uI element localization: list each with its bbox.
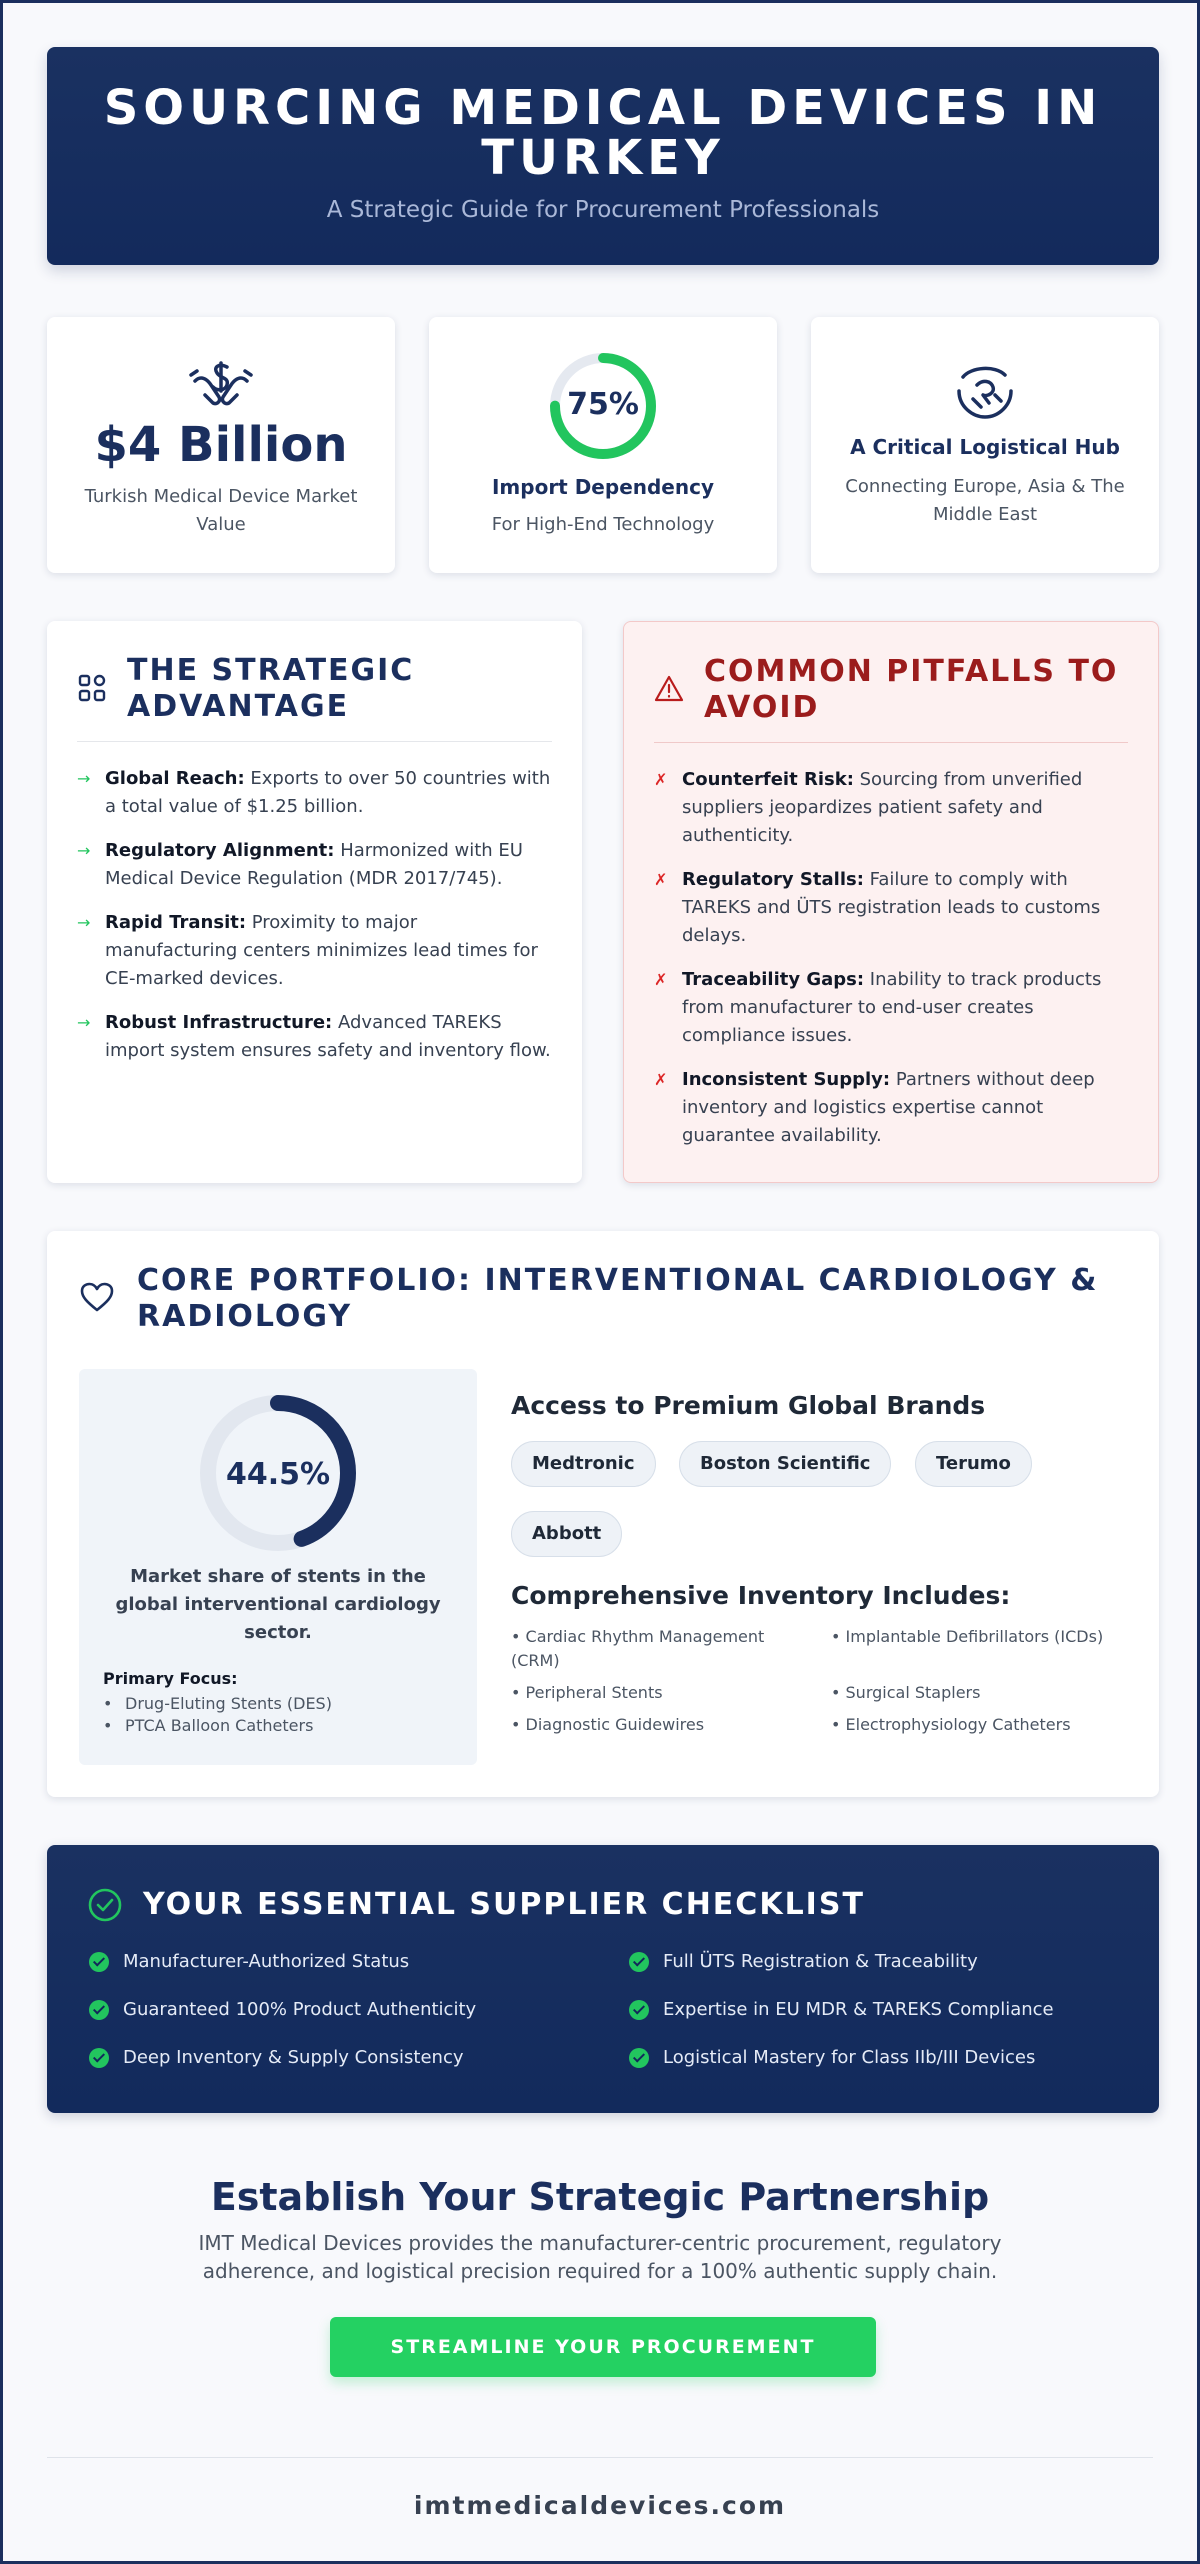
stat-import-title: Import Dependency xyxy=(491,475,715,499)
item-text: Sourcing from unverified suppliers jeopardizes patient safety and authenticity. xyxy=(682,769,1083,846)
hero-banner xyxy=(47,47,1159,265)
list-item: • PTCA Balloon Catheters xyxy=(103,1715,332,1737)
warning-icon xyxy=(654,674,684,704)
check-icon xyxy=(89,2000,109,2020)
list-item xyxy=(77,765,552,821)
pitfalls-panel xyxy=(623,621,1159,1183)
cta-title: Establish Your Strategic Partnership xyxy=(210,2175,990,2219)
cross-icon: ✗ xyxy=(654,870,668,889)
arrow-icon: → xyxy=(77,769,91,788)
market-share-desc: Market share of stents in the global interventional cardiology sector. xyxy=(115,1566,441,1643)
checklist-item-label: Guaranteed 100% Product Authenticity xyxy=(123,1999,477,2020)
pitfalls-divider xyxy=(654,742,1128,743)
check-circle-icon xyxy=(87,1887,123,1923)
list-item xyxy=(654,766,1128,850)
check-icon xyxy=(629,2000,649,2020)
checklist-item-label: Deep Inventory & Supply Consistency xyxy=(123,2047,464,2068)
list-item xyxy=(654,1066,1128,1150)
pitfalls-title: COMMON PITFALLS TO AVOID xyxy=(704,654,1119,725)
list-item xyxy=(77,1009,552,1065)
checklist-item xyxy=(663,1999,1054,2020)
checklist-item xyxy=(663,1951,978,1972)
footer-divider xyxy=(47,2457,1153,2458)
stat-import-value: 75% xyxy=(567,387,639,422)
item-bold: Rapid Transit: xyxy=(105,912,247,933)
stat-hub-label: Connecting Europe, Asia & The Middle East xyxy=(845,476,1125,525)
stat-hub-title: A Critical Logistical Hub xyxy=(850,435,1120,459)
cta-description: IMT Medical Devices provides the manufacturer-centric procurement, regulatory adherence, and logistical precision required for a 100% authentic supply chain. xyxy=(198,2231,1002,2283)
check-icon xyxy=(89,2048,109,2068)
stat-card-market xyxy=(47,317,395,573)
stat-market-value: $4 Billion xyxy=(94,417,348,473)
list-item xyxy=(77,909,552,993)
pitfalls-list xyxy=(654,766,1128,1166)
advantage-list xyxy=(77,765,552,1081)
advantage-divider xyxy=(77,741,552,742)
item-bold: Robust Infrastructure: xyxy=(105,1012,333,1033)
stat-import-label: For High-End Technology xyxy=(491,514,715,535)
item-text: Exports to over 50 countries with a total value of $1.25 billion. xyxy=(105,768,551,817)
market-share-value: 44.5% xyxy=(225,1457,331,1492)
checklist-item xyxy=(663,2047,1035,2068)
checklist-item-label: Logistical Mastery for Class IIb/III Devices xyxy=(663,2047,1036,2068)
item-bold: Regulatory Alignment: xyxy=(105,840,335,861)
brand-pill-terumo: Terumo xyxy=(915,1441,1032,1487)
stat-card-import xyxy=(429,317,777,573)
core-portfolio-panel xyxy=(47,1231,1159,1797)
check-icon xyxy=(89,1952,109,1972)
brand-pill-abbott: Abbott xyxy=(511,1511,622,1557)
checklist-item xyxy=(123,2047,464,2068)
portfolio-title: CORE PORTFOLIO: INTERVENTIONAL CARDIOLOGY & RADIOLOGY xyxy=(137,1263,1099,1334)
list-item xyxy=(654,866,1128,950)
brands-heading: Access to Premium Global Brands xyxy=(511,1391,986,1420)
item-text: Proximity to major manufacturing centers minimizes lead times for CE-marked devices. xyxy=(105,912,538,989)
page-title: SOURCING MEDICAL DEVICES IN TURKEY xyxy=(103,80,1103,186)
page-subtitle: A Strategic Guide for Procurement Professionals xyxy=(326,197,880,223)
item-bold: Global Reach: xyxy=(105,768,245,789)
checklist-item-label: Full ÜTS Registration & Traceability xyxy=(663,1951,978,1972)
inventory-item: • Diagnostic Guidewires xyxy=(511,1715,705,1734)
money-hand-icon xyxy=(189,361,253,409)
inventory-item: • Surgical Staplers xyxy=(831,1683,981,1702)
list-item xyxy=(654,966,1128,1050)
checklist-item xyxy=(123,1999,476,2020)
cross-icon: ✗ xyxy=(654,1070,668,1089)
checklist-item-label: Expertise in EU MDR & TAREKS Compliance xyxy=(663,1999,1054,2020)
list-item: • Drug-Eluting Stents (DES) xyxy=(103,1693,332,1715)
inventory-item: • Electrophysiology Catheters xyxy=(831,1715,1071,1734)
strategic-advantage-panel xyxy=(47,621,582,1183)
heart-icon xyxy=(79,1281,115,1313)
advantage-title: THE STRATEGIC ADVANTAGE xyxy=(127,653,415,724)
item-bold: Counterfeit Risk: xyxy=(682,769,854,790)
arrow-icon: → xyxy=(77,1013,91,1032)
item-text: Partners without deep inventory and logistics expertise cannot guarantee availability. xyxy=(682,1069,1095,1146)
item-bold: Inconsistent Supply: xyxy=(682,1069,891,1090)
list-item xyxy=(77,837,552,893)
stat-market-label: Turkish Medical Device Market Value xyxy=(84,486,358,535)
inventory-item: • Implantable Defibrillators (ICDs) xyxy=(831,1627,1104,1646)
primary-focus-label: Primary Focus: xyxy=(103,1669,238,1688)
streamline-procurement-button[interactable]: STREAMLINE YOUR PROCUREMENT xyxy=(330,2317,876,2377)
item-bold: Regulatory Stalls: xyxy=(682,869,864,890)
cross-icon: ✗ xyxy=(654,770,668,789)
inventory-item: • Cardiac Rhythm Management (CRM) xyxy=(511,1627,765,1670)
inventory-heading: Comprehensive Inventory Includes: xyxy=(511,1581,1011,1610)
stat-card-hub xyxy=(811,317,1159,573)
arrow-icon: → xyxy=(77,913,91,932)
checklist-item-label: Manufacturer-Authorized Status xyxy=(123,1951,410,1972)
footer-website-link[interactable]: imtmedicaldevices.com xyxy=(413,2491,787,2520)
globe-icon xyxy=(955,363,1015,419)
item-bold: Traceability Gaps: xyxy=(682,969,865,990)
checklist-item xyxy=(123,1951,409,1972)
item-text: Harmonized with EU Medical Device Regulation (MDR 2017/745). xyxy=(105,840,523,889)
check-icon xyxy=(629,1952,649,1972)
item-text: Advanced TAREKS import system ensures safety and inventory flow. xyxy=(105,1012,551,1061)
brand-pill-boston-scientific: Boston Scientific xyxy=(679,1441,891,1487)
checklist-title: YOUR ESSENTIAL SUPPLIER CHECKLIST xyxy=(143,1887,865,1922)
supplier-checklist xyxy=(47,1845,1159,2113)
grid-icon xyxy=(77,673,107,703)
primary-focus-list xyxy=(103,1693,332,1737)
inventory-item: • Peripheral Stents xyxy=(511,1683,663,1702)
market-share-box xyxy=(79,1369,477,1765)
cross-icon: ✗ xyxy=(654,970,668,989)
arrow-icon: → xyxy=(77,841,91,860)
check-icon xyxy=(629,2048,649,2068)
item-text: Failure to comply with TAREKS and ÜTS registration leads to customs delays. xyxy=(682,869,1101,946)
brand-pill-medtronic: Medtronic xyxy=(511,1441,656,1487)
item-text: Inability to track products from manufacturer to end-user creates compliance issues. xyxy=(682,969,1102,1046)
